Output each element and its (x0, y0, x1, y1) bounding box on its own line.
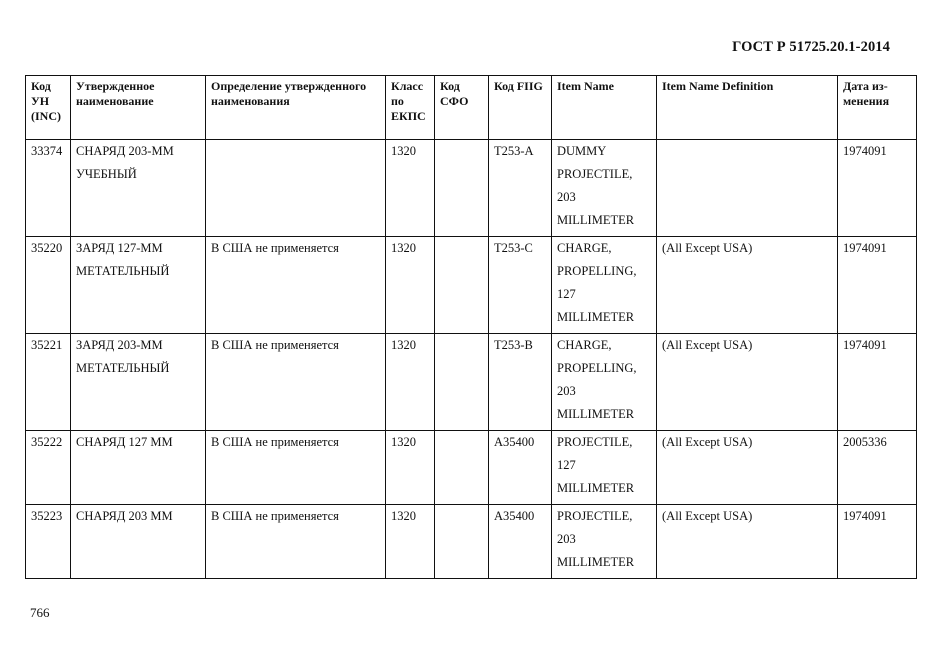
cell-name-definition: В США не применяется (206, 431, 386, 505)
cell-item-name-definition: (All Except USA) (657, 334, 838, 431)
cell-fiig: T253-C (489, 237, 552, 334)
cell-sfo (435, 334, 489, 431)
cell-change-date: 1974091 (838, 237, 917, 334)
cell-fiig: T253-B (489, 334, 552, 431)
cell-item-name: DUMMY PROJECTILE, 203 MILLIMETER (552, 140, 657, 237)
cell-approved-name: ЗАРЯД 203-ММ МЕТАТЕЛЬНЫЙ (71, 334, 206, 431)
cell-approved-name: СНАРЯД 203-ММ УЧЕБНЫЙ (71, 140, 206, 237)
cell-inc: 35222 (26, 431, 71, 505)
cell-name-definition: В США не применяется (206, 334, 386, 431)
cell-class: 1320 (386, 140, 435, 237)
cell-inc: 35220 (26, 237, 71, 334)
cell-item-name: CHARGE, PROPELLING, 203 MILLIMETER (552, 334, 657, 431)
cell-item-name-definition: (All Except USA) (657, 431, 838, 505)
cell-fiig: A35400 (489, 505, 552, 579)
cell-item-name-definition (657, 140, 838, 237)
cell-approved-name: СНАРЯД 203 ММ (71, 505, 206, 579)
cell-sfo (435, 505, 489, 579)
cell-fiig: A35400 (489, 431, 552, 505)
table-header-row (26, 76, 917, 140)
catalog-table (25, 75, 917, 579)
cell-item-name: PROJECTILE, 203 MILLIMETER (552, 505, 657, 579)
cell-item-name-definition: (All Except USA) (657, 237, 838, 334)
cell-fiig: T253-A (489, 140, 552, 237)
cell-class: 1320 (386, 505, 435, 579)
cell-sfo (435, 431, 489, 505)
table-row (26, 140, 917, 237)
cell-class: 1320 (386, 237, 435, 334)
column-header-item-name: Item Name (552, 76, 657, 140)
cell-name-definition (206, 140, 386, 237)
document-standard-title: ГОСТ Р 51725.20.1-2014 (732, 39, 890, 55)
cell-approved-name: ЗАРЯД 127-ММ МЕТАТЕЛЬНЫЙ (71, 237, 206, 334)
cell-name-definition: В США не применяется (206, 237, 386, 334)
cell-change-date: 2005336 (838, 431, 917, 505)
table-row (26, 334, 917, 431)
cell-item-name-definition: (All Except USA) (657, 505, 838, 579)
table-row (26, 431, 917, 505)
cell-inc: 33374 (26, 140, 71, 237)
column-header-name-definition: Определение утвержденного наименования (206, 76, 386, 140)
cell-item-name: PROJECTILE, 127 MILLIMETER (552, 431, 657, 505)
cell-change-date: 1974091 (838, 334, 917, 431)
cell-inc: 35221 (26, 334, 71, 431)
cell-approved-name: СНАРЯД 127 ММ (71, 431, 206, 505)
cell-sfo (435, 140, 489, 237)
cell-class: 1320 (386, 334, 435, 431)
column-header-class: Класс по ЕКПС (386, 76, 435, 140)
cell-class: 1320 (386, 431, 435, 505)
column-header-inc: Код УН (INC) (26, 76, 71, 140)
cell-sfo (435, 237, 489, 334)
column-header-change-date: Дата из-менения (838, 76, 917, 140)
page-number: 766 (30, 605, 50, 620)
table-row (26, 237, 917, 334)
cell-change-date: 1974091 (838, 140, 917, 237)
column-header-item-name-definition: Item Name Definition (657, 76, 838, 140)
column-header-fiig: Код FIIG (489, 76, 552, 140)
cell-item-name: CHARGE, PROPELLING, 127 MILLIMETER (552, 237, 657, 334)
cell-inc: 35223 (26, 505, 71, 579)
column-header-sfo: Код СФО (435, 76, 489, 140)
table-row (26, 505, 917, 579)
cell-name-definition: В США не применяется (206, 505, 386, 579)
column-header-approved-name: Утвержденное наименование (71, 76, 206, 140)
cell-change-date: 1974091 (838, 505, 917, 579)
